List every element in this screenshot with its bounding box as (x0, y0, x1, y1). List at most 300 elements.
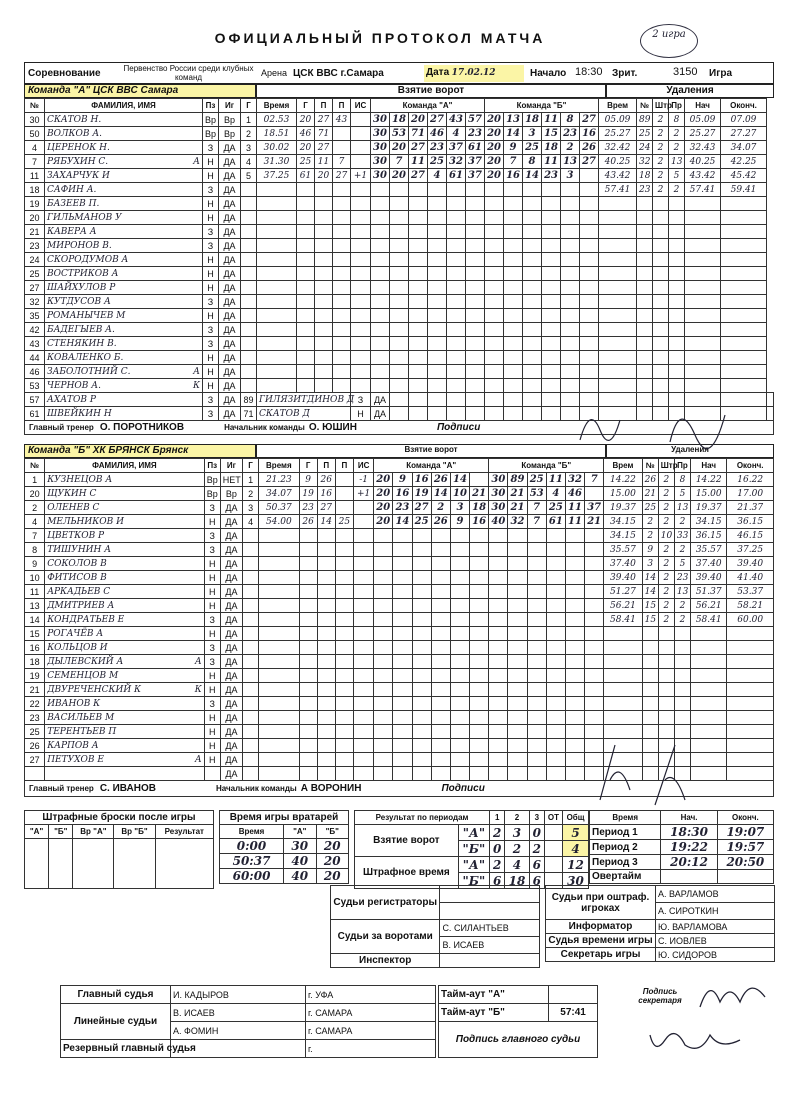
empty-cell (542, 239, 561, 253)
empty-cell (409, 407, 428, 421)
empty-cell (393, 529, 412, 543)
empty-cell (243, 627, 259, 641)
empty-cell (428, 239, 447, 253)
player-position: Н (203, 351, 219, 365)
empty-cell (489, 627, 508, 641)
empty-cell (353, 697, 373, 711)
player-name: СТЕНЯКИН В. (45, 337, 203, 351)
on-ice-player: 30 (371, 113, 390, 127)
goal-time: 18.51 (257, 127, 297, 141)
coach-b: С. ИВАНОВ (99, 783, 156, 794)
empty-cell (504, 323, 523, 337)
empty-cell (527, 655, 546, 669)
empty-cell (333, 281, 351, 295)
gk-cell: 40 (284, 869, 316, 884)
secretary-label: Секретарь игры (546, 948, 656, 962)
player-row (25, 127, 774, 141)
player-name: ЧЕРНОВ А. К (45, 379, 203, 393)
empty-cell (353, 669, 373, 683)
main-ref: И. КАДЫРОВ (171, 986, 306, 1004)
empty-cell (371, 295, 390, 309)
period-value (544, 825, 562, 841)
empty-cell (374, 627, 393, 641)
player-played: ДА (219, 407, 241, 421)
empty-cell (642, 641, 658, 655)
empty-cell (259, 571, 299, 585)
goal-scorer: 23 (299, 501, 317, 515)
empty-cell (669, 295, 685, 309)
penalty-cell: 9 (642, 543, 658, 557)
empty-cell (335, 557, 353, 571)
empty-cell (353, 543, 373, 557)
period-value: 2 (505, 841, 530, 857)
empty-cell (257, 309, 297, 323)
on-ice-player: 27 (580, 155, 599, 169)
empty-cell (259, 557, 299, 571)
player-played: ДА (219, 393, 241, 407)
period-value: 2 (490, 857, 505, 873)
empty-cell (653, 365, 669, 379)
player-played: ДА (219, 323, 241, 337)
player-row (25, 529, 774, 543)
empty-cell (599, 379, 637, 393)
player-row (25, 501, 774, 515)
empty-cell (390, 365, 409, 379)
empty-cell (317, 613, 335, 627)
player-number: 11 (25, 585, 45, 599)
empty-cell (466, 379, 485, 393)
empty-cell (599, 351, 637, 365)
penalty-cell: 13 (674, 585, 690, 599)
empty-cell (653, 225, 669, 239)
empty-cell (374, 711, 393, 725)
penalty-cell: 16.22 (727, 473, 774, 487)
empty-cell (485, 365, 504, 379)
empty-cell (546, 655, 565, 669)
empty-cell (561, 365, 580, 379)
empty-cell (470, 739, 489, 753)
on-ice-player: 7 (585, 473, 604, 487)
player-played: ДА (219, 155, 241, 169)
empty-cell (470, 641, 489, 655)
empty-cell (727, 655, 774, 669)
empty-cell (527, 613, 546, 627)
empty-cell (393, 669, 412, 683)
player-position: З (204, 697, 220, 711)
empty-cell (669, 281, 685, 295)
empty-cell (243, 697, 259, 711)
empty-cell (565, 725, 584, 739)
gk-cell: 40 (284, 854, 316, 869)
reserve-label: Резервный главный судья (61, 1040, 171, 1058)
empty-cell (447, 183, 466, 197)
empty-cell (243, 655, 259, 669)
player-name: ОЛЕНЕВ С (45, 501, 204, 515)
col-pos: Пз (204, 459, 220, 473)
ref-sign-label: Подпись главного судьи (439, 1022, 598, 1058)
empty-cell (508, 669, 527, 683)
on-ice-player: 11 (542, 113, 561, 127)
on-ice-player: 20 (409, 113, 428, 127)
empty-cell (565, 641, 584, 655)
empty-cell (565, 669, 584, 683)
empty-cell (523, 295, 542, 309)
empty-cell (489, 753, 508, 767)
penalty-cell: 25 (642, 501, 658, 515)
empty-cell (257, 351, 297, 365)
empty-cell (353, 529, 373, 543)
on-ice-player: 9 (393, 473, 412, 487)
goal-assist-2 (335, 487, 353, 501)
empty-cell (241, 253, 257, 267)
empty-cell (599, 309, 637, 323)
empty-cell (299, 543, 317, 557)
empty-cell (259, 683, 299, 697)
empty-cell (412, 669, 431, 683)
col-time: Время (259, 459, 299, 473)
col-pen-num: № (642, 459, 658, 473)
empty-cell (409, 337, 428, 351)
empty-cell (508, 613, 527, 627)
empty-cell (542, 379, 561, 393)
player-played: ДА (219, 295, 241, 309)
empty-cell (297, 211, 315, 225)
player-played: ДА (220, 613, 242, 627)
penalty-cell: 3 (642, 557, 658, 571)
player-number: 4 (25, 141, 45, 155)
empty-cell (371, 337, 390, 351)
penalty-cell: 89 (637, 113, 653, 127)
empty-cell (504, 225, 523, 239)
empty-cell (565, 529, 584, 543)
empty-cell (653, 337, 669, 351)
penalty-cell: 2 (658, 557, 674, 571)
penalty-cell: 8 (674, 473, 690, 487)
col-num: № (25, 99, 45, 113)
empty-cell (542, 393, 561, 407)
penalty-cell: 23 (637, 183, 653, 197)
penalty-cell: 46.15 (727, 529, 774, 543)
empty-cell (546, 627, 565, 641)
empty-cell (353, 641, 373, 655)
empty-cell (371, 225, 390, 239)
empty-cell (353, 655, 373, 669)
empty-cell (450, 655, 469, 669)
penalty-cell: 36.15 (691, 529, 727, 543)
empty-cell (565, 585, 584, 599)
penalty-cell: 42.25 (721, 155, 767, 169)
empty-cell (674, 725, 690, 739)
periods-label: Результат по периодам (355, 811, 490, 825)
penalty-cell: 34.15 (604, 529, 642, 543)
empty-cell (317, 529, 335, 543)
player-number: 4 (25, 515, 45, 529)
empty-cell (585, 585, 604, 599)
empty-cell (374, 669, 393, 683)
goal-judge-2: В. ИСАЕВ (440, 937, 540, 954)
empty-cell (721, 225, 767, 239)
empty-cell (241, 379, 257, 393)
period-value: 0 (490, 841, 505, 857)
empty-cell (653, 295, 669, 309)
penalty-cell: 18 (637, 169, 653, 183)
penalty-cell: 2 (658, 585, 674, 599)
player-name: КАВЕРА А (45, 225, 203, 239)
empty-cell (470, 711, 489, 725)
empty-cell (257, 379, 297, 393)
empty-cell (450, 739, 469, 753)
extra-name: СКАТОВ Д (257, 407, 351, 421)
player-row (25, 515, 774, 529)
on-ice-player: 26 (431, 473, 450, 487)
period-value (544, 841, 562, 857)
empty-cell (527, 725, 546, 739)
empty-cell (542, 295, 561, 309)
empty-cell (561, 295, 580, 309)
empty-cell (637, 337, 653, 351)
player-played: ДА (219, 169, 241, 183)
empty-cell (565, 613, 584, 627)
time-cell: Период 1 (590, 825, 661, 840)
penalty-cell: 25 (637, 127, 653, 141)
empty-cell (546, 697, 565, 711)
empty-cell (393, 711, 412, 725)
empty-cell (431, 557, 450, 571)
player-number: 16 (25, 641, 45, 655)
empty-cell (393, 543, 412, 557)
empty-cell (470, 613, 489, 627)
player-position: Н (204, 515, 220, 529)
col-cmd-b: Команда "Б" (485, 99, 599, 113)
empty-cell (351, 211, 371, 225)
player-name: ЩУКИН С (45, 487, 204, 501)
on-ice-player: 30 (489, 473, 508, 487)
empty-cell (409, 295, 428, 309)
col-pen-min: Штр (658, 459, 674, 473)
empty-cell (508, 753, 527, 767)
empty-cell (523, 351, 542, 365)
on-ice-player: 8 (523, 155, 542, 169)
player-position: З (203, 323, 219, 337)
empty-cell (450, 571, 469, 585)
empty-cell (243, 557, 259, 571)
player-position: Н (203, 155, 219, 169)
penalty-cell: 2 (658, 501, 674, 515)
empty-cell (685, 267, 721, 281)
periods-row-label: Штрафное время (355, 857, 459, 889)
empty-cell (508, 529, 527, 543)
col-pen-start: Нач (685, 99, 721, 113)
player-played: Вр (219, 127, 241, 141)
empty-cell (485, 337, 504, 351)
col-pen-reason: Пр (669, 99, 685, 113)
player-played: ДА (220, 739, 242, 753)
empty-cell (580, 351, 599, 365)
empty-cell (374, 683, 393, 697)
empty-cell (297, 295, 315, 309)
empty-cell (466, 393, 485, 407)
empty-cell (241, 309, 257, 323)
player-name: МИРОНОВ В. (45, 239, 203, 253)
goal-number: 1 (243, 473, 259, 487)
empty-cell (409, 183, 428, 197)
on-ice-player: 27 (428, 113, 447, 127)
empty-cell (565, 655, 584, 669)
player-position: З (204, 613, 220, 627)
on-ice-player: 14 (504, 127, 523, 141)
empty-cell (653, 309, 669, 323)
penalty-cell: 13 (674, 501, 690, 515)
goal-situation: +1 (353, 487, 373, 501)
empty-cell (431, 711, 450, 725)
penalty-cell: 58.41 (691, 613, 727, 627)
empty-cell (470, 767, 489, 781)
on-ice-player: 30 (371, 127, 390, 141)
empty-cell (243, 585, 259, 599)
period-col: Общ (563, 811, 589, 825)
empty-cell (297, 225, 315, 239)
empty-cell (390, 351, 409, 365)
empty-cell (299, 739, 317, 753)
empty-cell (658, 711, 674, 725)
signatures-team-b (580, 740, 710, 810)
empty-cell (241, 267, 257, 281)
player-row (25, 197, 774, 211)
empty-cell (297, 365, 315, 379)
empty-cell (691, 683, 727, 697)
time-cell (661, 870, 717, 884)
on-ice-player: 20 (485, 169, 504, 183)
empty-cell (658, 725, 674, 739)
player-number: 20 (25, 211, 45, 225)
empty-cell (523, 211, 542, 225)
player-number: 50 (25, 127, 45, 141)
player-row (25, 351, 774, 365)
empty-cell (561, 211, 580, 225)
extra-number: 71 (241, 407, 257, 421)
player-number: 18 (25, 655, 45, 669)
empty-cell (447, 267, 466, 281)
player-row (25, 697, 774, 711)
penalty-cell: 2 (658, 599, 674, 613)
empty-cell (371, 323, 390, 337)
empty-cell (393, 599, 412, 613)
player-position: Н (203, 211, 219, 225)
empty-cell (466, 281, 485, 295)
empty-cell (335, 529, 353, 543)
col-time: Время (257, 99, 297, 113)
empty-cell (299, 683, 317, 697)
empty-cell (315, 267, 333, 281)
empty-cell (353, 571, 373, 585)
empty-cell (412, 767, 431, 781)
empty-cell (485, 295, 504, 309)
empty-cell (466, 225, 485, 239)
goal-time: 30.02 (257, 141, 297, 155)
empty-cell (527, 767, 546, 781)
empty-cell (523, 379, 542, 393)
empty-cell (450, 725, 469, 739)
on-ice-player: 3 (523, 127, 542, 141)
empty-cell (299, 753, 317, 767)
gk-cell: 60:00 (220, 869, 284, 884)
empty-cell (653, 267, 669, 281)
captain-mark: А (194, 754, 202, 765)
empty-cell (721, 253, 767, 267)
empty-cell (637, 239, 653, 253)
player-name: ПЕТУХОВ Е А (45, 753, 204, 767)
on-ice-player: 11 (542, 155, 561, 169)
player-number: 7 (25, 155, 45, 169)
empty-cell (335, 543, 353, 557)
penalty-cell: 2 (658, 515, 674, 529)
player-number: 24 (25, 253, 45, 267)
empty-cell (409, 197, 428, 211)
goal-assist-1: 27 (315, 113, 333, 127)
empty-cell (637, 379, 653, 393)
team-b-label: Команда "Б" ХК БРЯНСК Брянск (24, 444, 256, 458)
empty-cell (299, 529, 317, 543)
empty-cell (523, 253, 542, 267)
empty-cell (691, 655, 727, 669)
empty-cell (353, 739, 373, 753)
empty-cell (561, 183, 580, 197)
empty-cell (317, 571, 335, 585)
player-number: 61 (25, 407, 45, 421)
time-cell: Период 3 (590, 855, 661, 870)
empty-cell (241, 281, 257, 295)
penalty-cell: 37.40 (604, 557, 642, 571)
empty-cell (317, 669, 335, 683)
penalty-cell: 2 (658, 543, 674, 557)
empty-cell (604, 683, 642, 697)
city-prefix: г. (308, 989, 313, 1000)
empty-cell (599, 323, 637, 337)
empty-cell (637, 253, 653, 267)
on-ice-player: 14 (450, 473, 469, 487)
goal-assist-1: 16 (317, 487, 335, 501)
empty-cell (721, 267, 767, 281)
penalty-cell: 35.57 (604, 543, 642, 557)
empty-cell (299, 655, 317, 669)
col-pen-min: Штр (653, 99, 669, 113)
empty-cell (299, 599, 317, 613)
empty-cell (685, 281, 721, 295)
empty-cell (351, 351, 371, 365)
goal-time: 31.30 (257, 155, 297, 169)
empty-cell (546, 683, 565, 697)
empty-cell (685, 211, 721, 225)
penalty-cell: 39.40 (727, 557, 774, 571)
goal-assist-1: 14 (317, 515, 335, 529)
empty-cell (685, 337, 721, 351)
player-row (25, 211, 774, 225)
empty-cell (523, 281, 542, 295)
empty-cell (315, 281, 333, 295)
empty-cell (259, 543, 299, 557)
empty-cell (335, 753, 353, 767)
empty-cell (489, 683, 508, 697)
period-col: 3 (529, 811, 544, 825)
empty-cell (393, 613, 412, 627)
empty-cell (243, 739, 259, 753)
empty-cell (542, 337, 561, 351)
on-ice-player: 16 (580, 127, 599, 141)
empty-cell (653, 281, 669, 295)
empty-cell (565, 683, 584, 697)
player-row (25, 571, 774, 585)
empty-cell (658, 669, 674, 683)
